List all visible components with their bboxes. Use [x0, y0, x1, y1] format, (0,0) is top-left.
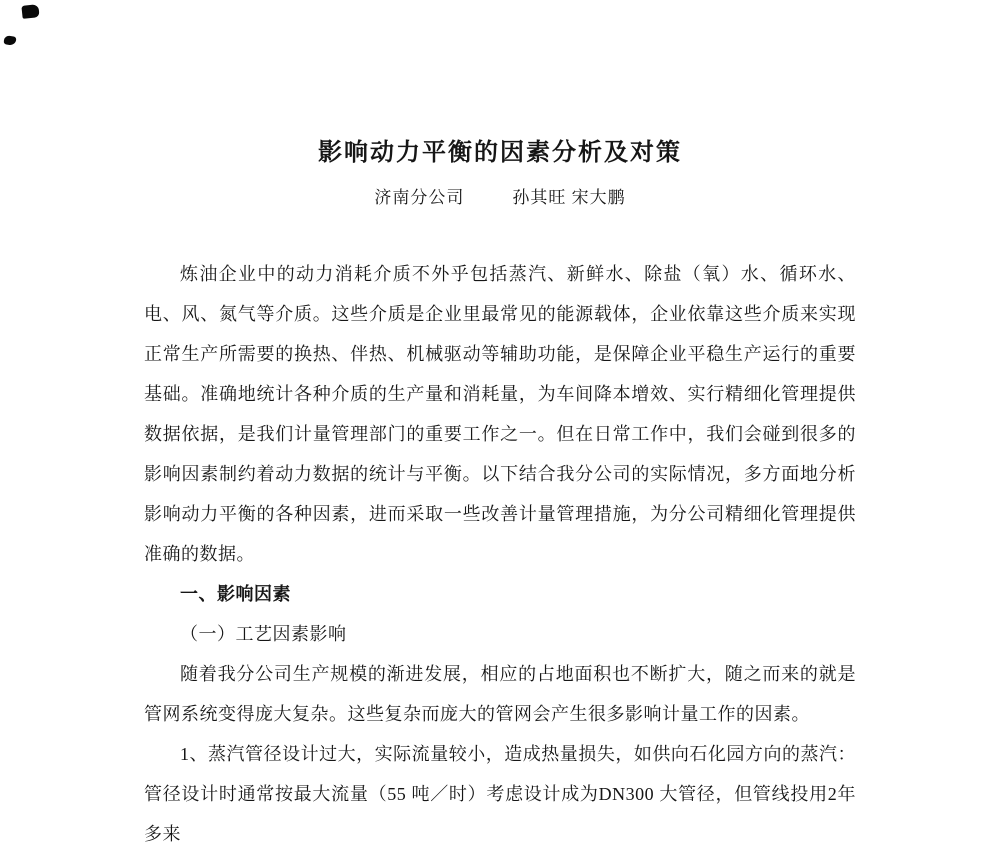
section-heading: 一、影响因素: [180, 584, 291, 604]
document-title: 影响动力平衡的因素分析及对策: [318, 140, 682, 166]
scan-artifact-mark: [3, 35, 16, 46]
scan-artifact-mark: [21, 4, 39, 19]
document-page: [144, 138, 856, 854]
section-subheading: （一）工艺因素影响: [180, 624, 347, 644]
byline-authors: 孙其旺 宋大鹏: [512, 188, 626, 207]
document-body: [144, 254, 856, 854]
byline-organization: 济南分公司: [374, 188, 465, 207]
paragraph-process-factors: 随着我分公司生产规模的渐进发展，相应的占地面积也不断扩大，随之而来的就是管网系统变得庞大复杂。这些复杂而庞大的管网会产生很多影响计量工作的因素。: [144, 664, 856, 724]
paragraph-item-1: 1、蒸汽管径设计过大，实际流量较小，造成热量损失，如供向石化园方向的蒸汽：管径设计时通常按最大流量（55 吨／时）考虑设计成为DN300 大管径，但管线投用2年多来: [144, 744, 856, 844]
byline: [144, 186, 856, 210]
paragraph-intro: 炼油企业中的动力消耗介质不外乎包括蒸汽、新鲜水、除盐（氧）水、循环水、电、风、氮气等介质。这些介质是企业里最常见的能源载体，企业依靠这些介质来实现正常生产所需要的换热、伴热、机械驱动等辅助功能，是保障企业平稳生产运行的重要基础。准确地统计各种介质的生产量和消耗量，为车间降本增效、实行精细化管理提供数据依据，是我们计量管理部门的重要工作之一。但在日常工作中，我们会碰到很多的影响因素制约着动力数据的统计与平衡。以下结合我分公司的实际情况，多方面地分析影响动力平衡的各种因素，进而采取一些改善计量管理措施，为分公司精细化管理提供准确的数据。: [144, 264, 856, 564]
